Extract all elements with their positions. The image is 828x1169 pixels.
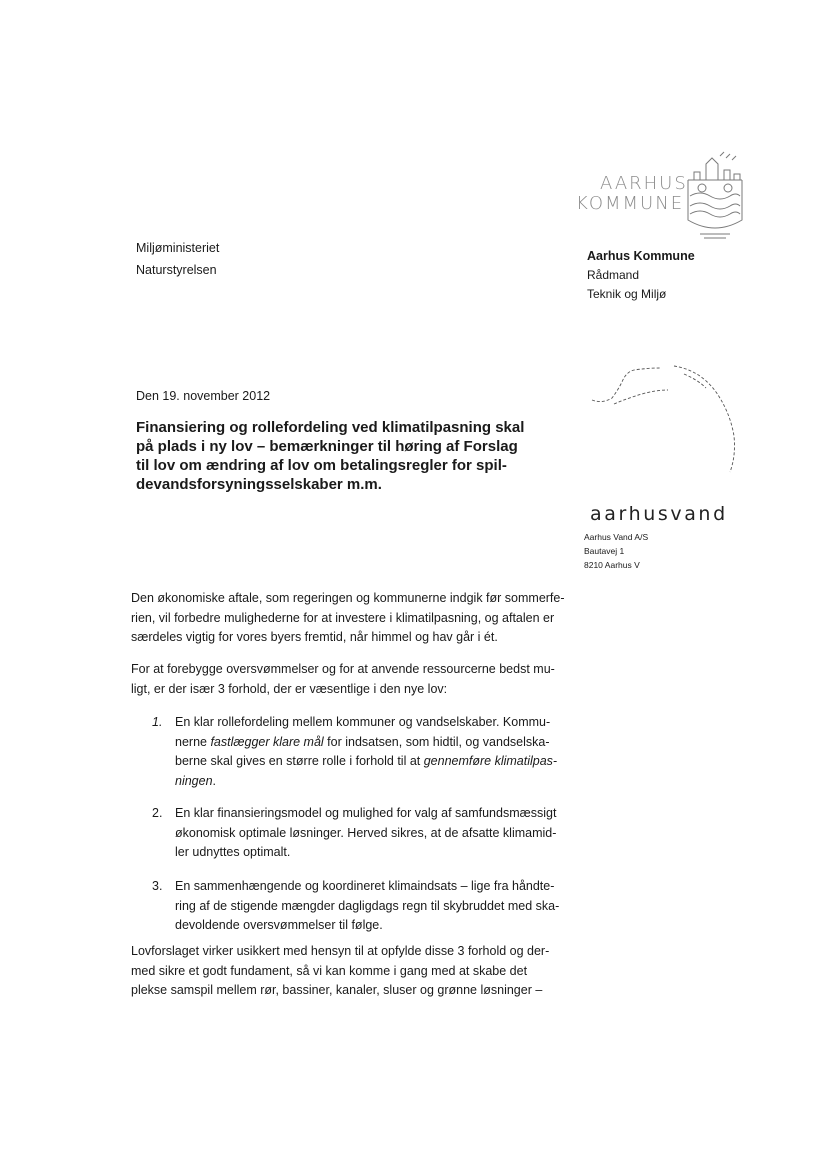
city-seal-icon bbox=[680, 150, 750, 246]
list-item-text bbox=[175, 804, 556, 863]
sender-line: Teknik og Miljø bbox=[587, 287, 667, 301]
list-item-text bbox=[175, 713, 557, 791]
text-line: En sammenhængende og koordineret klimaindsats – lige fra håndte- bbox=[175, 879, 555, 893]
text-line: med sikre et godt fundament, så vi kan komme i gang med at skabe det bbox=[131, 963, 528, 978]
sender-line: Rådmand bbox=[587, 268, 640, 282]
text-line: En klar rollefordeling mellem kommuner og vandselskaber. Kommu- bbox=[175, 715, 551, 729]
text-run: nerne bbox=[175, 734, 211, 749]
paragraph bbox=[131, 660, 561, 699]
text-line: ligt, er der især 3 forhold, der er væsentlige i den nye lov: bbox=[131, 681, 448, 696]
text-line bbox=[175, 772, 557, 792]
text-run: for indsatsen, som hidtil, og vandselska- bbox=[323, 734, 550, 749]
paragraph bbox=[131, 589, 565, 648]
text-line: For at forebygge oversvømmelser og for at anvende ressourcerne bedst mu- bbox=[131, 662, 555, 676]
logo-line: KOMMUNE bbox=[576, 193, 685, 214]
sender-name: Aarhus Kommune bbox=[587, 249, 695, 263]
text-line bbox=[175, 752, 557, 772]
text-line: rien, vil forbedre mulighederne for at investere i klimatilpasning, og aftalen er bbox=[131, 610, 555, 625]
emphasis-text: ningen bbox=[175, 773, 213, 788]
list-number: 2. bbox=[152, 806, 163, 820]
address-line: Aarhus Vand A/S bbox=[584, 532, 649, 542]
sender-block bbox=[587, 247, 695, 304]
emphasis-text: gennemføre klimatilpas- bbox=[423, 754, 558, 768]
list-item-text bbox=[175, 877, 559, 936]
text-run: berne skal gives en større rolle i forhold til at bbox=[175, 754, 424, 768]
text-line: plekse samspil mellem rør, bassiner, kanaler, sluser og grønne løsninger – bbox=[131, 983, 543, 997]
address-line: Bautavej 1 bbox=[584, 546, 625, 556]
text-run: . bbox=[212, 773, 217, 788]
text-line: særdeles vigtig for vores byers fremtid, når himmel og hav går i ét. bbox=[131, 630, 498, 644]
text-line: ring af de stigende mængder dagligdags regn til skybruddet med ska- bbox=[175, 898, 560, 913]
recipient-address bbox=[136, 237, 219, 281]
title-line: devandsforsyningsselskaber m.m. bbox=[136, 476, 382, 493]
paragraph bbox=[131, 942, 561, 1001]
text-line: Den økonomiske aftale, som regeringen og kommunerne indgik før sommerfe- bbox=[131, 591, 565, 605]
recipient-line: Miljøministeriet bbox=[136, 241, 220, 255]
address-line: 8210 Aarhus V bbox=[584, 560, 640, 570]
text-line bbox=[175, 733, 557, 753]
logo-line: AARHUS bbox=[600, 173, 688, 194]
title-line: til lov om ændring af lov om betalingsregler for spil- bbox=[136, 457, 507, 474]
letter-date: Den 19. november 2012 bbox=[136, 389, 271, 403]
text-line: økonomisk optimale løsninger. Herved sikres, at de afsatte klimamid- bbox=[175, 825, 557, 840]
aarhusvand-address bbox=[584, 530, 648, 572]
text-line: devoldende oversvømmelser til følge. bbox=[175, 918, 383, 932]
logo-wordmark bbox=[576, 174, 688, 214]
title-line: Finansiering og rollefordeling ved klimatilpasning skal bbox=[136, 419, 525, 436]
aarhus-kommune-logo bbox=[572, 150, 752, 246]
aarhusvand-wordmark: aarhusvand bbox=[590, 503, 728, 525]
handwritten-signature bbox=[588, 360, 748, 480]
list-number: 3. bbox=[152, 879, 163, 893]
recipient-line: Naturstyrelsen bbox=[136, 263, 217, 277]
text-line: ler udnyttes optimalt. bbox=[175, 845, 291, 859]
list-number: 1. bbox=[152, 715, 163, 729]
letter-title bbox=[136, 418, 556, 494]
emphasis-text: fastlægger klare mål bbox=[210, 734, 324, 749]
text-line: En klar finansieringsmodel og mulighed for valg af samfundsmæssigt bbox=[175, 806, 557, 820]
title-line: på plads i ny lov – bemærkninger til høring af Forslag bbox=[136, 438, 518, 455]
text-line: Lovforslaget virker usikkert med hensyn til at opfylde disse 3 forhold og der- bbox=[131, 944, 550, 958]
